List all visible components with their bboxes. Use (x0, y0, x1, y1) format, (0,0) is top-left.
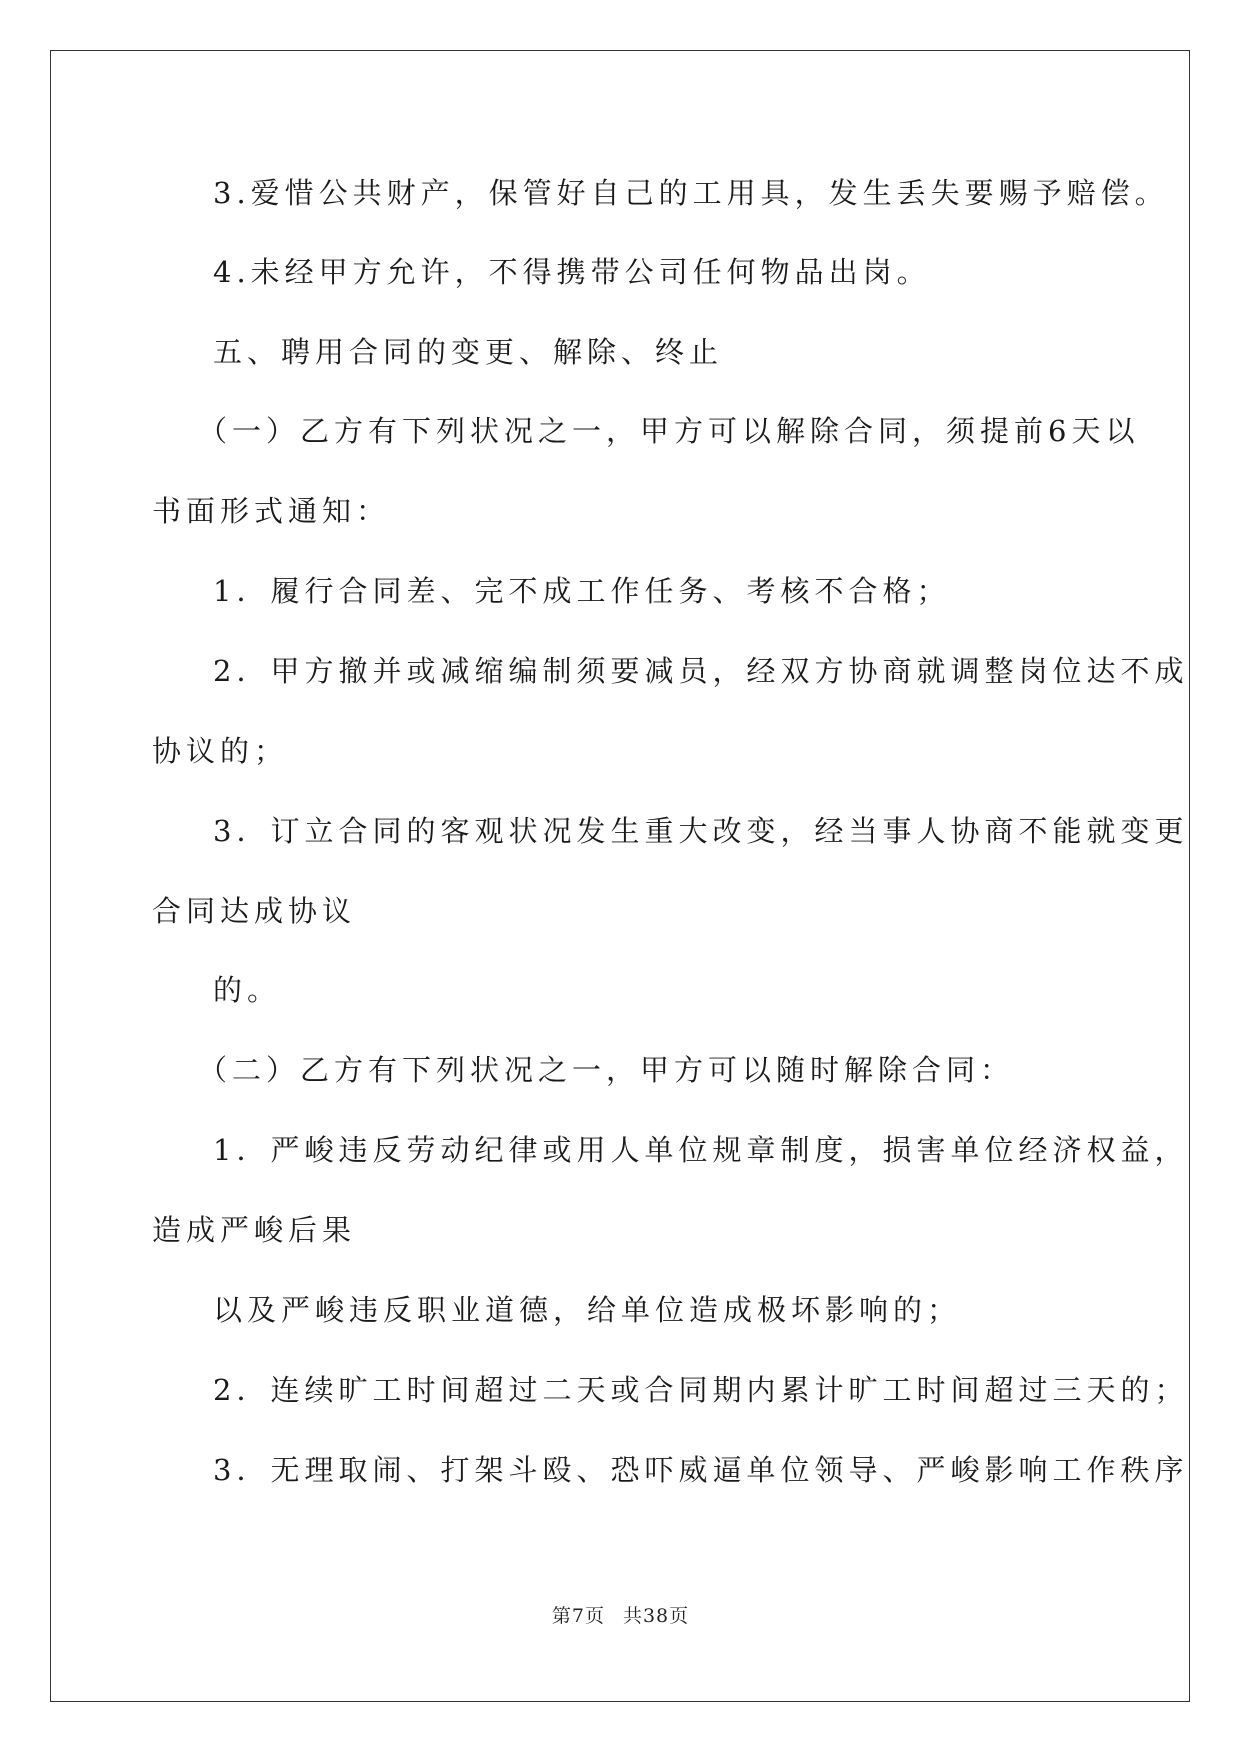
text-line-7: 2．甲方撤并或减缩编制须要减员，经双方协商就调整岗位达不成 (213, 654, 1189, 688)
text-line-10: 合同达成协议 (152, 894, 357, 928)
page-number: 第7页 (551, 1605, 605, 1627)
page-total: 共38页 (622, 1605, 690, 1627)
page-footer (0, 1601, 1241, 1628)
text-line-2: 4.未经甲方允许，不得携带公司任何物品出岗。 (213, 255, 931, 289)
text-line-8: 协议的； (152, 734, 289, 768)
section-heading: 五、聘用合同的变更、解除、终止 (213, 335, 724, 369)
text-line-12: （二）乙方有下列状况之一，甲方可以随时解除合同： (198, 1053, 1015, 1087)
text-line-16: 2．连续旷工时间超过二天或合同期内累计旷工时间超过三天的； (213, 1373, 1189, 1407)
text-line-14: 造成严峻后果 (152, 1213, 357, 1247)
text-line-6: 1．履行合同差、完不成工作任务、考核不合格； (213, 574, 951, 608)
text-line-11: 的。 (213, 973, 282, 1007)
text-line-15: 以及严峻违反职业道德，给单位造成极坏影响的； (213, 1293, 962, 1327)
text-line-9: 3．订立合同的客观状况发生重大改变，经当事人协商不能就变更 (213, 814, 1189, 848)
text-line-5: 书面形式通知： (152, 494, 391, 528)
text-line-13: 1．严峻违反劳动纪律或用人单位规章制度，损害单位经济权益， (213, 1133, 1189, 1167)
text-line-1: 3.爱惜公共财产，保管好自己的工用具，发生丢失要赐予赔偿。 (213, 176, 1169, 210)
text-line-4: （一）乙方有下列状况之一，甲方可以解除合同，须提前6天以 (198, 414, 1140, 448)
text-line-17: 3．无理取闹、打架斗殴、恐吓威逼单位领导、严峻影响工作秩序 (213, 1453, 1189, 1487)
